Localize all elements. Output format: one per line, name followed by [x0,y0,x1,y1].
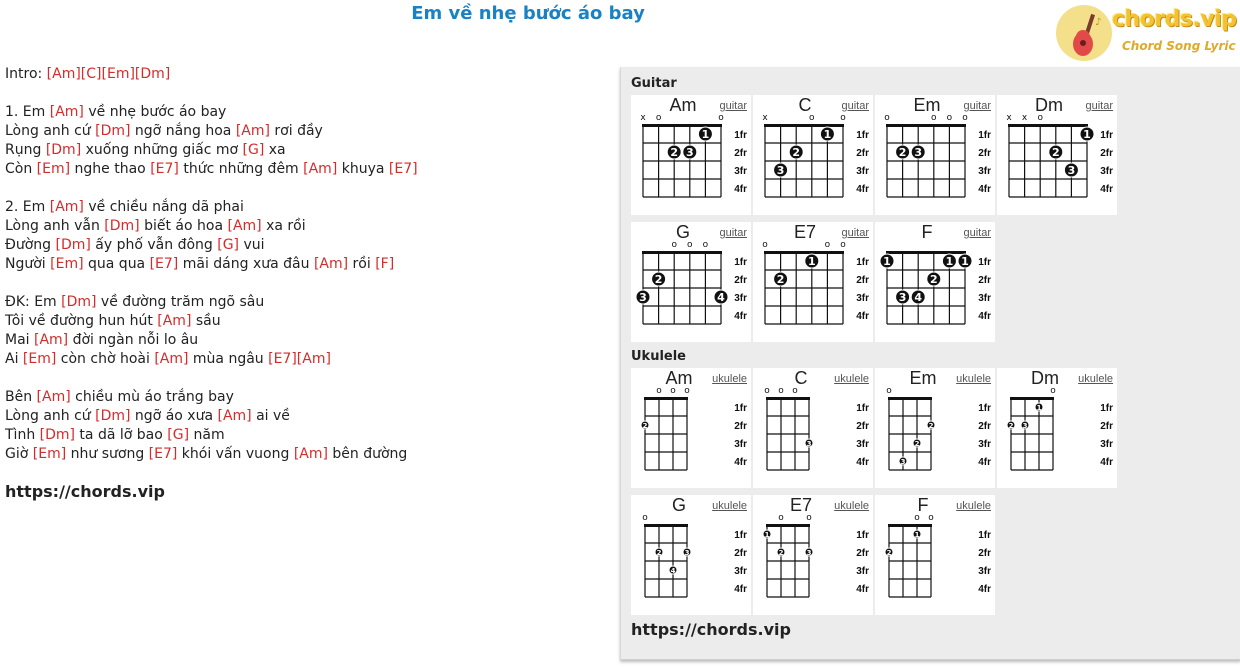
chord-diagram [631,95,751,215]
fret-label: 2fr [734,275,747,286]
chord-diagram [875,222,995,342]
lyric-text: ngỡ áo xưa [130,408,218,424]
guitar-icon [1068,13,1106,59]
fret-label: 2fr [978,148,991,159]
fret-label: 1fr [734,130,747,141]
lyric-text: ngỡ nắng hoa [130,123,236,139]
chord-name: Dm [1031,368,1059,388]
lyric-text: 2. Em [5,199,50,215]
open-string-marker: o [655,113,662,123]
open-string-marker: o [914,513,920,523]
chord-link[interactable]: [Am] [235,123,270,139]
chord-diagram [631,495,751,615]
muted-string-marker: x [1021,113,1028,123]
finger-number: 2 [778,549,784,557]
lyric-text: bên đường [327,446,408,462]
open-string-marker: o [642,513,648,523]
chord-link[interactable]: [Am] [217,408,252,424]
lyric-text: về đường trăm ngõ sâu [96,294,265,310]
open-string-marker: o [792,386,798,396]
instrument-link[interactable]: guitar [719,100,747,112]
lyric-text: mãi dáng xưa đâu [178,256,314,272]
chord-diagram [753,95,873,215]
lyric-text: đời ngàn nỗi lo âu [68,332,199,348]
finger-number: 2 [898,146,907,159]
chord-link[interactable]: [Dm] [104,218,140,234]
lyric-text: còn chờ hoài [56,351,155,367]
lyric-text: khói vấn vuong [177,446,294,462]
fret-label: 2fr [734,548,747,559]
fret-label: 2fr [734,421,747,432]
fret-label: 3fr [734,439,747,450]
fret-label: 3fr [978,166,991,177]
ukulele-chord-am[interactable] [631,368,751,488]
open-string-marker: o [656,386,662,396]
lyric-line [5,217,605,236]
open-string-marker: o [824,240,831,250]
open-string-marker: o [928,513,934,523]
fret-label: 1fr [856,130,869,141]
lyric-text: mùa ngâu [188,351,269,367]
lyric-line [5,255,605,274]
finger-number: 3 [685,146,694,159]
fret-label: 2fr [1100,148,1113,159]
lyric-line [5,274,605,293]
open-string-marker: o [764,386,770,396]
chord-link[interactable]: [Am] [36,389,71,405]
lyric-text: qua qua [83,256,150,272]
chord-name: Dm [1035,95,1063,115]
lyric-text: Ai [5,351,23,367]
fret-label: 1fr [734,257,747,268]
fret-label: 3fr [856,166,869,177]
lyric-text: ấy phố vẫn đông [90,237,218,253]
guitar-chord-em[interactable] [875,95,995,215]
fret-label: 4fr [978,311,991,322]
chord-link[interactable]: [G] [217,237,240,253]
fret-label: 1fr [978,257,991,268]
instrument-link[interactable]: ukulele [712,373,747,385]
lyric-line [5,141,605,160]
chord-link[interactable]: [Dm] [95,408,131,424]
lyric-text: về nhẹ bước áo bay [83,104,227,120]
lyric-line [5,407,605,426]
chord-link[interactable]: [Dm] [55,237,91,253]
lyric-line [5,65,605,84]
lyric-text: Lòng anh cứ [5,408,96,424]
lyric-text: Lòng anh cứ [5,123,96,139]
finger-number: 1 [961,255,969,268]
finger-number: 1 [883,255,891,268]
finger-number: 1 [914,531,920,539]
lyric-text: như sương [66,446,149,462]
fret-label: 2fr [1100,421,1113,432]
chord-diagram [631,368,751,488]
open-string-marker: o [809,113,815,123]
lyric-text: rơi đầy [269,123,323,139]
chord-name: G [675,222,690,242]
finger-number: 3 [639,291,647,304]
lyric-text: ĐK: Em [5,294,62,310]
lyric-line [5,198,605,217]
logo-brand: chords.vip [1112,7,1237,32]
lyric-text: sầu [191,313,221,329]
instrument-link[interactable]: guitar [719,227,747,239]
lyric-line [5,388,605,407]
chord-link[interactable]: [E7] [148,446,178,462]
instrument-link[interactable]: guitar [963,100,991,112]
fret-label: 1fr [856,403,869,414]
fret-label: 4fr [734,457,747,468]
fret-label: 1fr [856,530,869,541]
finger-number: 1 [823,128,832,141]
fret-label: 4fr [1100,457,1113,468]
finger-number: 3 [898,291,907,304]
fret-label: 4fr [978,184,991,195]
chord-link[interactable]: [Am] [49,199,84,215]
fret-label: 3fr [1100,166,1113,177]
fret-label: 4fr [856,457,869,468]
finger-number: 2 [670,146,679,159]
finger-number: 2 [886,549,892,557]
chord-link[interactable]: [G] [167,427,190,443]
open-string-marker: o [718,113,724,123]
ukulele-chord-em[interactable] [875,368,995,488]
lyric-text: thức những đêm [178,161,304,177]
instrument-link[interactable]: ukulele [834,373,869,385]
chord-link[interactable]: [Am] [157,313,192,329]
fret-label: 1fr [856,257,869,268]
chord-link[interactable]: [Em] [32,446,67,462]
finger-number: 3 [806,549,812,557]
lyric-text: xa [264,142,286,158]
fret-label: 4fr [1100,184,1113,195]
lyric-text: vui [239,237,265,253]
chord-name: C [798,95,812,115]
fret-label: 2fr [856,148,869,159]
lyric-text: ai về [251,408,290,424]
lyric-text: về chiều nắng dã phai [83,199,244,215]
chord-diagram [997,368,1117,488]
chord-link[interactable]: [Am] [313,256,349,272]
lyric-line [5,312,605,331]
chord-link[interactable]: [Dm] [39,427,75,443]
finger-number: 3 [1022,422,1028,430]
lyric-text: Còn [5,161,37,177]
chord-link[interactable]: [Dm] [95,123,131,139]
fret-label: 4fr [734,584,747,595]
site-url-panel[interactable]: https://chords.vip [631,620,791,639]
chord-name: G [671,495,686,515]
site-url-left[interactable]: https://chords.vip [5,482,165,501]
chord-diagram [753,368,873,488]
lyric-line [5,236,605,255]
fret-label: 4fr [856,584,869,595]
open-string-marker: o [806,513,812,523]
chord-link[interactable]: [Am][C][Em][Dm] [46,66,171,82]
fret-label: 2fr [856,275,869,286]
lyric-text: xuống những giấc mơ [81,142,243,158]
open-string-marker: o [931,113,937,123]
fret-label: 3fr [856,566,869,577]
chord-diagram [753,495,873,615]
lyric-text: xa rồi [261,218,306,234]
ukulele-chord-c[interactable] [753,368,873,488]
site-logo[interactable] [1054,3,1240,63]
finger-number: 2 [642,422,648,430]
fret-label: 1fr [734,530,747,541]
chord-link[interactable]: [Am] [303,161,338,177]
lyric-text: 1. Em [5,104,50,120]
open-string-marker: o [687,240,693,250]
instrument-link[interactable]: guitar [963,227,991,239]
lyrics-block [5,65,605,464]
lyric-line [5,179,605,198]
fret-label: 2fr [734,148,747,159]
open-string-marker: o [762,240,768,250]
finger-number: 1 [945,255,954,268]
finger-number: 3 [914,146,923,159]
lyric-text: năm [189,427,225,443]
fret-label: 3fr [734,566,747,577]
lyric-text: Tình [5,427,40,443]
chord-name: Em [913,95,941,115]
muted-string-marker: x [762,113,768,123]
fret-label: 4fr [978,584,991,595]
fret-label: 3fr [734,293,747,304]
chord-link[interactable]: [E7] [388,161,418,177]
lyric-text: Mai [5,332,34,348]
open-string-marker: o [684,386,690,396]
lyric-text: Giờ [5,446,33,462]
finger-number: 1 [764,531,770,539]
instrument-link[interactable]: ukulele [834,500,869,512]
guitar-chord-c[interactable] [753,95,873,215]
finger-number: 2 [776,273,785,286]
muted-string-marker: x [1006,113,1012,123]
chord-link[interactable]: [G] [242,142,265,158]
finger-number: 2 [654,273,663,286]
open-string-marker: o [671,240,677,250]
instrument-link[interactable]: guitar [1085,100,1113,112]
open-string-marker: o [670,386,676,396]
guitar-chord-f[interactable] [875,222,995,342]
fret-label: 4fr [978,457,991,468]
chord-link[interactable]: [E7] [149,256,179,272]
fret-label: 3fr [978,293,991,304]
chord-panel [620,67,1240,660]
open-string-marker: o [884,113,890,123]
chord-link[interactable]: [Am] [154,351,189,367]
open-string-marker: o [778,386,784,396]
chord-name: F [917,495,929,515]
instrument-link[interactable]: guitar [841,100,869,112]
ukulele-chord-f[interactable] [875,495,995,615]
lyric-text: biết áo hoa [139,218,228,234]
fret-label: 1fr [1100,130,1113,141]
guitar-section-label: Guitar [631,76,677,91]
fret-label: 3fr [1100,439,1113,450]
fret-label: 2fr [978,548,991,559]
lyric-line [5,293,605,312]
ukulele-chord-g[interactable] [631,495,751,615]
finger-number: 2 [1008,422,1014,430]
lyric-text: rồi [348,256,376,272]
lyric-text: Bên [5,389,37,405]
finger-number: 2 [1051,146,1060,159]
finger-number: 3 [806,440,812,448]
chord-name: E7 [793,222,817,242]
chord-diagram [631,222,751,342]
finger-number: 1 [1036,404,1042,412]
instrument-link[interactable]: ukulele [1078,373,1113,385]
finger-number: 2 [929,273,938,286]
instrument-link[interactable]: ukulele [956,500,991,512]
ukulele-section-label: Ukulele [631,349,687,364]
chord-name: E7 [789,495,813,515]
instrument-link[interactable]: guitar [841,227,869,239]
chord-diagram [753,222,873,342]
fret-label: 3fr [856,293,869,304]
chord-diagram [875,95,995,215]
fret-label: 3fr [978,439,991,450]
instrument-link[interactable]: ukulele [956,373,991,385]
chord-link[interactable]: [Am] [293,446,328,462]
finger-number: 3 [776,164,785,177]
open-string-marker: o [886,386,892,396]
finger-number: 1 [807,255,816,268]
muted-string-marker: x [640,113,646,123]
page-title: Em về nhẹ bước áo bay [411,3,645,24]
chord-link[interactable]: [Em] [36,161,71,177]
fret-label: 4fr [734,311,747,322]
open-string-marker: o [702,240,709,250]
chord-link[interactable]: [E7][Am] [268,351,331,367]
open-string-marker: o [1050,386,1056,396]
fret-label: 1fr [978,530,991,541]
fret-label: 2fr [978,275,991,286]
lyric-text: chiều mù áo trắng bay [70,389,234,405]
fret-label: 1fr [734,403,747,414]
finger-number: 2 [928,422,934,430]
lyric-text: Người [5,256,51,272]
guitar-chord-g[interactable] [631,222,751,342]
lyric-line [5,160,605,179]
finger-number: 4 [670,567,676,575]
lyric-text: Intro: [5,66,47,82]
fret-label: 1fr [1100,403,1113,414]
finger-number: 1 [701,128,710,141]
fret-label: 1fr [978,403,991,414]
lyric-line [5,369,605,388]
open-string-marker: o [946,113,953,123]
chord-diagram [875,368,995,488]
lyric-text: Tôi về đường hun hút [5,313,158,329]
chord-name: Em [909,368,937,388]
finger-number: 2 [914,440,920,448]
guitar-chord-dm[interactable] [997,95,1117,215]
open-string-marker: o [1037,113,1043,123]
finger-number: 4 [914,291,923,304]
open-string-marker: o [778,513,784,523]
chord-link[interactable]: [E7] [150,161,179,177]
instrument-link[interactable]: ukulele [712,500,747,512]
chord-link[interactable]: [Em] [22,351,57,367]
fret-label: 4fr [856,184,869,195]
chord-link[interactable]: [Dm] [61,294,97,310]
fret-label: 3fr [978,566,991,577]
lyric-line [5,426,605,445]
fret-label: 4fr [734,184,747,195]
lyric-text: ta dã lỡ bao [74,427,168,443]
finger-number: 3 [684,549,690,557]
fret-label: 2fr [978,421,991,432]
open-string-marker: o [840,113,846,123]
chord-link[interactable]: [F] [375,256,395,272]
lyric-line [5,122,605,141]
chord-link[interactable]: [Dm] [45,142,82,158]
open-string-marker: o [840,240,846,250]
lyric-line [5,331,605,350]
chord-link[interactable]: [Am] [49,104,84,120]
chord-link[interactable]: [Em] [50,256,84,272]
fret-label: 3fr [734,166,747,177]
lyric-text: khuya [337,161,389,177]
chord-link[interactable]: [Am] [34,332,69,348]
lyric-line [5,103,605,122]
lyric-text: Đường [5,237,56,253]
finger-number: 1 [1083,128,1091,141]
fret-label: 3fr [856,439,869,450]
chord-name: Am [669,95,697,115]
fret-label: 1fr [978,130,991,141]
lyric-text: nghe thao [70,161,151,177]
svg-text:♪: ♪ [1095,17,1102,28]
lyric-line [5,84,605,103]
fret-label: 2fr [856,421,869,432]
lyric-line [5,350,605,369]
finger-number: 4 [717,291,725,304]
fret-label: 4fr [856,311,869,322]
chord-diagram [875,495,995,615]
finger-number: 2 [792,146,801,159]
lyric-text: Lòng anh vẫn [5,218,105,234]
finger-number: 2 [656,549,662,557]
lyric-text: Rụng [5,142,46,158]
chord-link[interactable]: [Am] [227,218,262,234]
guitar-chord-e7[interactable] [753,222,873,342]
chord-diagram [997,95,1117,215]
open-string-marker: o [962,113,968,123]
chord-name: F [921,222,933,242]
guitar-chord-am[interactable] [631,95,751,215]
ukulele-chord-e7[interactable] [753,495,873,615]
finger-number: 3 [900,458,906,466]
fret-label: 2fr [856,548,869,559]
chord-name: Am [665,368,693,388]
finger-number: 3 [1067,164,1076,177]
logo-tagline: Chord Song Lyric [1122,39,1236,53]
ukulele-chord-dm[interactable] [997,368,1117,488]
chord-name: C [794,368,808,388]
lyric-line [5,445,605,464]
